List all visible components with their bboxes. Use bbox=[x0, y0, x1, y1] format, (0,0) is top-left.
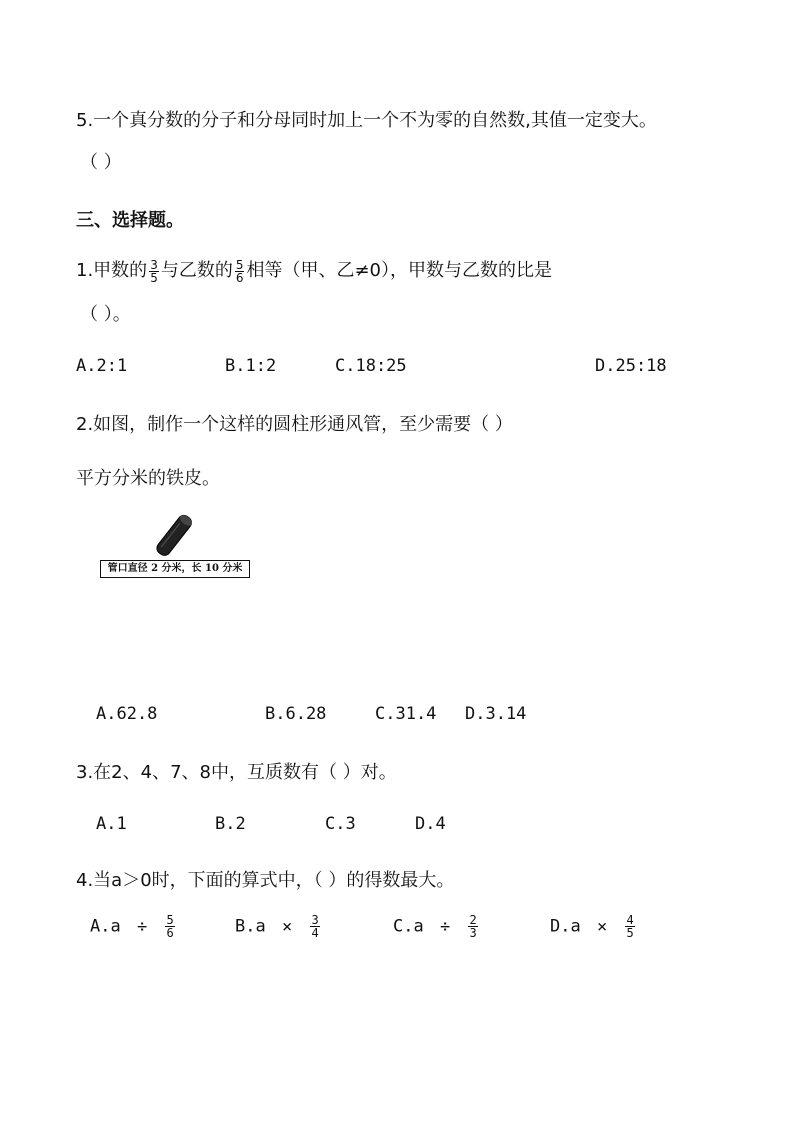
q4-b-den: 4 bbox=[311, 926, 319, 940]
q3-option-d[interactable]: D.4 bbox=[415, 814, 446, 834]
q1-suffix: 相等（甲、乙≠0），甲数与乙数的比是 bbox=[246, 260, 553, 281]
q1-answer-blank[interactable]: （ ）。 bbox=[80, 304, 131, 325]
q1-fraction-1 bbox=[149, 259, 159, 284]
q2-option-a[interactable]: A.62.8 bbox=[96, 704, 158, 724]
section-heading: 三、选择题。 bbox=[76, 210, 184, 231]
ventilation-tube-figure bbox=[150, 512, 200, 560]
q4-option-b[interactable] bbox=[235, 914, 322, 939]
q3-option-b[interactable]: B.2 bbox=[215, 814, 246, 834]
tube-dimension-label: 管口直径 2 分米，长 10 分米 bbox=[100, 560, 250, 578]
q4-text: 4.当a＞0时，下面的算式中，（ ）的得数最大。 bbox=[76, 870, 455, 891]
q5-answer-blank[interactable]: （ ） bbox=[80, 152, 122, 173]
q4-option-c-label: C.a bbox=[393, 916, 424, 937]
q4-option-c[interactable] bbox=[393, 914, 480, 939]
q2-option-c[interactable]: C.31.4 bbox=[375, 704, 437, 724]
q4-d-num: 4 bbox=[626, 913, 634, 927]
q1-prefix: 1.甲数的 bbox=[76, 260, 148, 281]
q1-fraction-2 bbox=[235, 259, 245, 284]
q1-frac1-den: 5 bbox=[150, 270, 158, 285]
q1-option-b[interactable]: B.1:2 bbox=[225, 356, 277, 376]
q4-a-num: 5 bbox=[166, 913, 174, 927]
q1-line1 bbox=[76, 256, 552, 284]
q1-frac2-num: 5 bbox=[235, 257, 244, 272]
q1-mid: 与乙数的 bbox=[160, 260, 233, 281]
multiply-sign: × bbox=[596, 916, 608, 937]
q4-option-c-fraction bbox=[468, 914, 477, 939]
divide-sign: ÷ bbox=[136, 916, 148, 937]
q4-option-a-fraction bbox=[165, 914, 174, 939]
q1-option-a[interactable]: A.2:1 bbox=[76, 356, 128, 376]
q5-text: 5.一个真分数的分子和分母同时加上一个不为零的自然数,其值一定变大。 bbox=[76, 110, 657, 131]
q4-c-num: 2 bbox=[469, 913, 477, 927]
q4-option-b-fraction bbox=[310, 914, 319, 939]
q4-a-den: 6 bbox=[166, 926, 174, 940]
q2-option-d[interactable]: D.3.14 bbox=[465, 704, 527, 724]
q4-option-d[interactable] bbox=[550, 914, 637, 939]
q4-option-b-label: B.a bbox=[235, 916, 266, 937]
q4-option-d-label: D.a bbox=[550, 916, 581, 937]
q4-b-num: 3 bbox=[311, 913, 319, 927]
q4-option-a[interactable] bbox=[90, 914, 177, 939]
q2-line2: 平方分米的铁皮。 bbox=[76, 468, 220, 489]
q1-frac1-num: 3 bbox=[150, 257, 158, 272]
q1-option-d[interactable]: D.25:18 bbox=[595, 356, 667, 376]
q2-option-b[interactable]: B.6.28 bbox=[265, 704, 327, 724]
q3-text: 3.在2、4、7、8中，互质数有（ ）对。 bbox=[76, 762, 397, 783]
q3-option-c[interactable]: C.3 bbox=[325, 814, 356, 834]
q4-c-den: 3 bbox=[469, 926, 477, 940]
q2-line1: 2.如图，制作一个这样的圆柱形通风管，至少需要（ ） bbox=[76, 414, 513, 435]
multiply-sign: × bbox=[281, 916, 293, 937]
q4-d-den: 5 bbox=[626, 926, 634, 940]
q4-option-a-label: A.a bbox=[90, 916, 121, 937]
q4-option-d-fraction bbox=[625, 914, 634, 939]
q1-frac2-den: 6 bbox=[235, 270, 244, 285]
divide-sign: ÷ bbox=[439, 916, 451, 937]
q1-option-c[interactable]: C.18:25 bbox=[335, 356, 407, 376]
q3-option-a[interactable]: A.1 bbox=[96, 814, 127, 834]
